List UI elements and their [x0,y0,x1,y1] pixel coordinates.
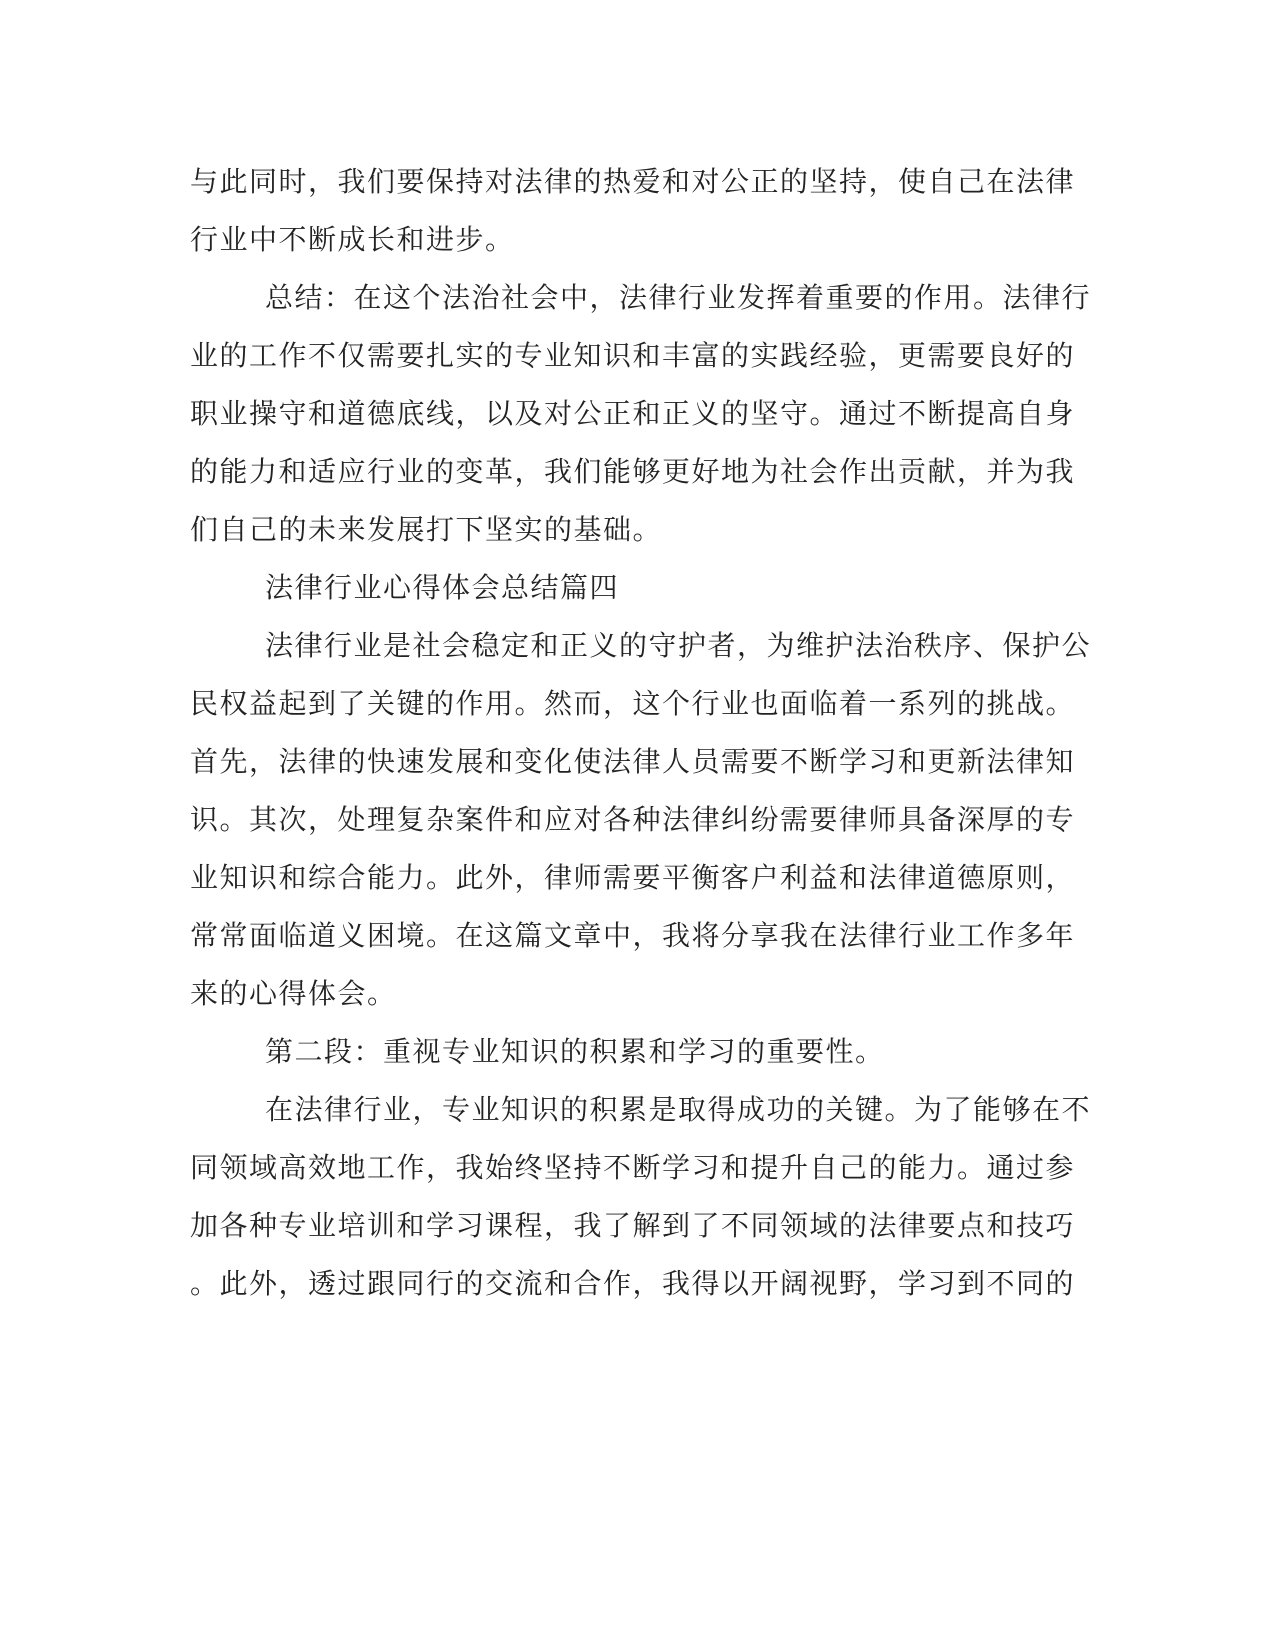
text-line: 民权益起到了关键的作用。然而，这个行业也面临着一系列的挑战。 [190,687,1076,720]
text-line: 来的心得体会。 [190,977,397,1010]
paragraph-summary-start: 总结：在这个法治社会中，法律行业发挥着重要的作用。法律行 [265,281,1092,314]
text-line: 们自己的未来发展打下坚实的基础。 [190,513,663,546]
text-line: 常常面临道义困境。在这篇文章中，我将分享我在法律行业工作多年 [190,919,1076,952]
paragraph-intro-start: 法律行业是社会稳定和正义的守护者，为维护法治秩序、保护公 [265,629,1092,662]
subsection-heading: 第二段：重视专业知识的积累和学习的重要性。 [265,1035,885,1068]
text-line: 业知识和综合能力。此外，律师需要平衡客户利益和法律道德原则， [190,861,1076,894]
text-line: 与此同时，我们要保持对法律的热爱和对公正的坚持，使自己在法律 [190,165,1076,198]
text-line: 职业操守和道德底线，以及对公正和正义的坚守。通过不断提高自身 [190,397,1076,430]
text-line: 的能力和适应行业的变革，我们能够更好地为社会作出贡献，并为我 [190,455,1076,488]
text-line: 行业中不断成长和进步。 [190,223,515,256]
text-line: 同领域高效地工作，我始终坚持不断学习和提升自己的能力。通过参 [190,1151,1076,1184]
text-line: 业的工作不仅需要扎实的专业知识和丰富的实践经验，更需要良好的 [190,339,1076,372]
text-line: 识。其次，处理复杂案件和应对各种法律纠纷需要律师具备深厚的专 [190,803,1076,836]
section-heading: 法律行业心得体会总结篇四 [265,571,620,604]
text-line: 加各种专业培训和学习课程，我了解到了不同领域的法律要点和技巧 [190,1209,1076,1242]
paragraph-knowledge-start: 在法律行业，专业知识的积累是取得成功的关键。为了能够在不 [265,1093,1092,1126]
text-line: 首先，法律的快速发展和变化使法律人员需要不断学习和更新法律知 [190,745,1076,778]
text-line: 。此外，透过跟同行的交流和合作，我得以开阔视野，学习到不同的 [190,1267,1076,1300]
